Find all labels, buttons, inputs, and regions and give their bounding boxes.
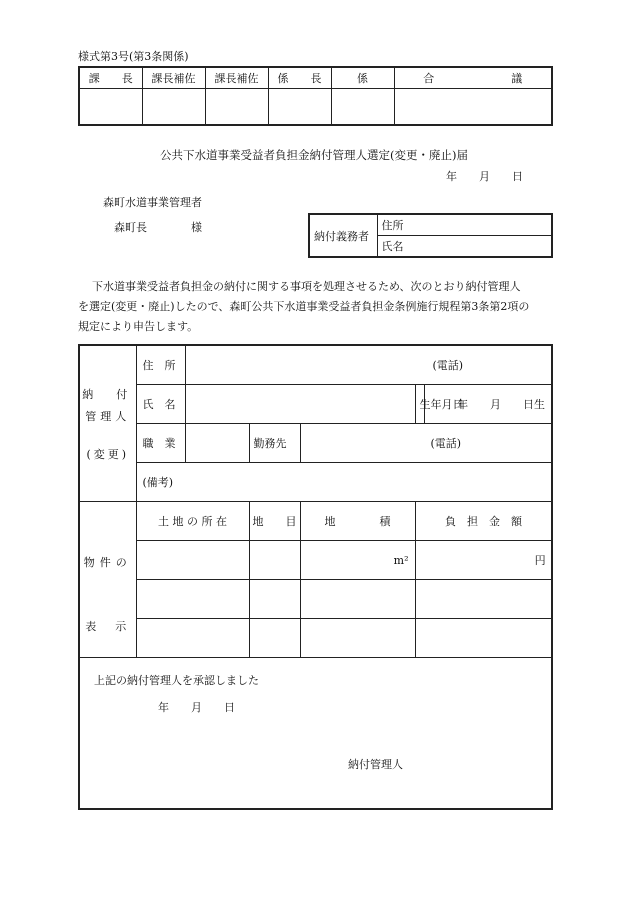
manager-phone-label: (電話): [432, 359, 464, 372]
manager-birth-value: 年 月 日生: [457, 398, 546, 411]
page-title: 公共下水道事業受益者負担金納付管理人選定(変更・廃止)届: [160, 148, 468, 162]
amount-cell[interactable]: [415, 541, 552, 580]
approval-stamp-cell[interactable]: [79, 89, 142, 126]
col-header-category: 地 目: [249, 502, 300, 541]
property-side-label: [79, 502, 136, 658]
form-number: 様式第3号(第3条関係): [78, 50, 189, 63]
area-cell[interactable]: [300, 619, 415, 658]
manager-phone-label-2: (電話): [430, 437, 462, 450]
footer-date: 年 月 日: [158, 701, 235, 714]
col-header-location: 土 地 の 所 在: [136, 502, 249, 541]
manager-side-label-1: 納 付: [82, 387, 134, 401]
obligor-address-field[interactable]: [377, 214, 552, 236]
manager-address-label: 住 所: [136, 345, 185, 385]
amount-cell[interactable]: [415, 580, 552, 619]
category-cell[interactable]: [249, 619, 300, 658]
col-header-area: 地 積: [300, 502, 415, 541]
body-text-line-3: 規定により申告します。: [78, 320, 199, 333]
approval-header: 係 長: [268, 67, 331, 89]
manager-address-field[interactable]: [185, 345, 552, 385]
amount-unit: 円: [534, 554, 546, 567]
approval-stamp-cell[interactable]: [394, 89, 552, 126]
approval-table: [78, 66, 553, 126]
obligor-box: [308, 213, 553, 258]
manager-workplace-field[interactable]: [300, 424, 552, 463]
body-text-line-2: を選定(変更・廃止)したので、森町公共下水道事業受益者負担金条例施行規程第3条第2項の: [78, 300, 530, 313]
manager-side-label-3: (変更): [86, 447, 130, 461]
location-cell[interactable]: [136, 541, 249, 580]
manager-side-label-2: 管理人: [85, 409, 131, 423]
date-line: 年 月 日: [446, 170, 523, 183]
approval-header: 課長補佐: [205, 67, 268, 89]
main-form-table: [78, 344, 553, 810]
category-cell[interactable]: [249, 580, 300, 619]
addressee-line-2: 森町長 様: [114, 221, 202, 234]
obligor-name-label: 氏名: [381, 240, 404, 253]
location-cell[interactable]: [136, 580, 249, 619]
property-side-label-2: 表 示: [85, 619, 131, 633]
amount-cell[interactable]: [415, 619, 552, 658]
obligor-label: 納付義務者: [309, 214, 377, 257]
manager-workplace-label: 勤務先: [249, 424, 300, 463]
manager-remarks-field[interactable]: [136, 463, 552, 502]
approval-stamp-cell[interactable]: [142, 89, 205, 126]
manager-side-label: [79, 345, 136, 502]
obligor-name-field[interactable]: [377, 236, 552, 258]
approval-footer: [79, 658, 552, 810]
footer-manager-label: 納付管理人: [348, 758, 403, 771]
area-unit: m²: [393, 553, 409, 567]
approval-stamp-cell[interactable]: [205, 89, 268, 126]
approval-header: 合 議: [394, 67, 552, 89]
obligor-address-label: 住所: [381, 219, 404, 232]
manager-occupation-label: 職 業: [136, 424, 185, 463]
addressee-line-1: 森町水道事業管理者: [103, 196, 202, 209]
approval-header: 課長補佐: [142, 67, 205, 89]
manager-birth-label: 生年月日: [415, 385, 424, 424]
manager-name-field[interactable]: [185, 385, 415, 424]
area-cell[interactable]: [300, 541, 415, 580]
manager-occupation-field[interactable]: [185, 424, 249, 463]
property-side-label-1: 物件の: [83, 555, 132, 569]
approval-stamp-cell[interactable]: [331, 89, 394, 126]
footer-approval-text: 上記の納付管理人を承認しました: [94, 674, 259, 687]
manager-name-label: 氏 名: [136, 385, 185, 424]
approval-header: 係: [331, 67, 394, 89]
col-header-amount: 負 担 金 額: [415, 502, 552, 541]
category-cell[interactable]: [249, 541, 300, 580]
location-cell[interactable]: [136, 619, 249, 658]
approval-header: 課 長: [79, 67, 142, 89]
manager-remarks-label: (備考): [142, 476, 174, 489]
area-cell[interactable]: [300, 580, 415, 619]
approval-stamp-cell[interactable]: [268, 89, 331, 126]
body-text-line-1: 下水道事業受益者負担金の納付に関する事項を処理させるため、次のとおり納付管理人: [92, 280, 521, 293]
